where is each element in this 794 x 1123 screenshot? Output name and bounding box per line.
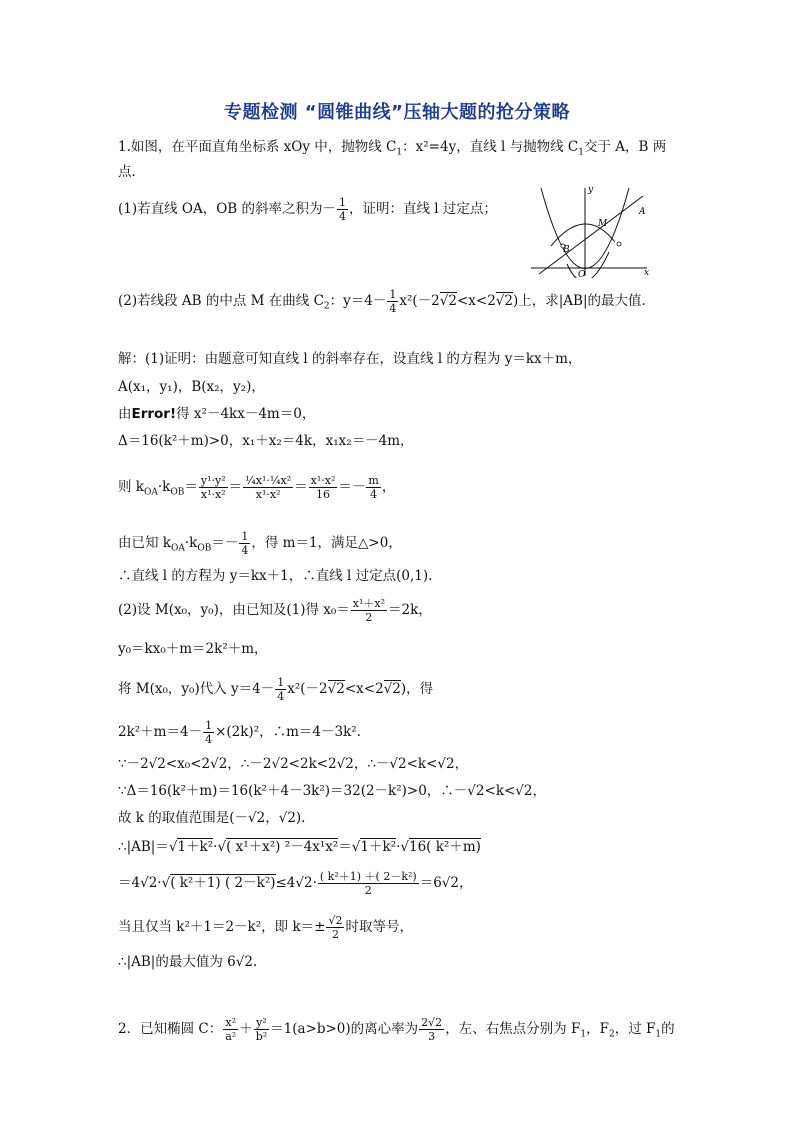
solution-line-8: (2)设 M(x₀，y₀)，由已知及(1)得 x₀＝ $\frac{\text{x¹＋x²}}{2}$ ＝2k， <box>118 597 432 624</box>
solution-line-2: A(x₁，y₁)，B(x₂，y₂)， <box>118 379 265 395</box>
solution-line-18: ∴|AB|的最大值为 6√2. <box>118 954 258 970</box>
solution-line-13: ∵Δ＝16(k²＋m)＝16(k²＋4－3k²)＝32(2－k²)>0，∴－√2<k<√2， <box>118 783 546 799</box>
solution-line-1: 解：(1)证明：由题意可知直线 l 的斜率存在，设直线 l 的方程为 y＝kx＋m， <box>118 351 582 367</box>
solution-line-16: ＝4√2·√( k²＋1) ( 2－k²)≤4√2· $\frac{\text{( k²＋1) ＋( 2－k²)}}{2}$ ＝6√2， <box>118 870 473 897</box>
figure-label-x: x <box>644 268 650 278</box>
solution-line-11: 2k²＋m＝4－ $\frac{1}{4}$ ×(2k)²，∴m＝4－3k². <box>118 719 361 746</box>
figure-label-o: O <box>578 270 586 278</box>
solution-line-12: ∵－2√2<x₀<2√2，∴－2√2<2k<2√2，∴－√2<k<√2， <box>118 756 469 772</box>
figure-label-a: A <box>639 207 646 217</box>
solution-line-9: y₀＝kx₀＋m＝2k²＋m， <box>118 641 268 657</box>
solution-line-3: 由Error!得 x²－4kx－4m＝0， <box>118 406 316 422</box>
solution-line-15: ∴|AB|＝√1＋k²·√( x¹＋x²) ²－4x¹x²＝√1＋k²·√16( k²＋m) <box>118 839 481 855</box>
solution-line-10: 将 M(x₀，y₀)代入 y＝4－ $\frac{1}{4}$ x²(－2√2<x<2√2)，得 <box>118 676 434 703</box>
parabola-figure <box>527 184 651 278</box>
page-title: 专题检测 “圆锥曲线”压轴大题的抢分策略 <box>224 102 570 123</box>
problem1-stem-cont: 点. <box>118 164 136 180</box>
problem1-stem: 1.如图，在平面直角坐标系 xOy 中，抛物线 $C_1$：x²=4y，直线 l 与抛物线 $C_1$交于 A，B 两 <box>118 139 667 158</box>
problem1-sub1: (1)若直线 OA，OB 的斜率之积为－ $\frac{1}{4}$ ，证明：直线 l 过定点； <box>118 196 497 223</box>
solution-line-6: 由已知 $k_{OA}\cdot k_{OB}=-$ $\frac{1}{4}$ ，得 m＝1，满足△>0， <box>118 530 402 557</box>
figure-label-b: B <box>563 245 570 255</box>
problem2-stem: 2．已知椭圆 C： $\frac{\text{x²}}{\text{a²}}$ ＋ $\frac{\text{y²}}{\text{b²}}$ ＝1(a>b>0)的离心率为 $\frac{2√2}{3}$ ，左、右焦点分别为 $F_1$，$F_2$，过 $F_1$的 <box>118 1016 675 1043</box>
figure-label-y: y <box>588 185 594 195</box>
solution-line-17: 当且仅当 k²＋1＝2－k²，即 k＝± $\frac{√2}{2}$ 时取等号， <box>118 914 413 941</box>
solution-line-5: 则 $k_{OA}\cdot k_{OB}=$ $\frac{\text{y¹·y²}}{\text{x¹·x²}}$ ＝ $\frac{\text{¼x¹·¼x²}}{\text{x¹·x²}}$ ＝ $\frac{\text{x¹·x²}}{16}$ ＝－ $\frac{m}{4}$ ， <box>118 474 396 501</box>
solution-line-7: ∴直线 l 的方程为 y＝kx＋1，∴直线 l 过定点(0,1). <box>118 568 433 584</box>
problem1-sub2: (2)若线段 AB 的中点 M 在曲线 $C_2$：y＝4－ $\frac{1}{4}$ x²(－2√2<x<2√2)上，求|AB|的最大值. <box>118 288 646 315</box>
solution-line-14: 故 k 的取值范围是(－√2，√2). <box>118 810 306 826</box>
figure-label-m: M <box>598 219 608 229</box>
solution-line-4: Δ＝16(k²＋m)>0，x₁＋x₂＝4k，x₁x₂＝－4m， <box>118 433 414 449</box>
